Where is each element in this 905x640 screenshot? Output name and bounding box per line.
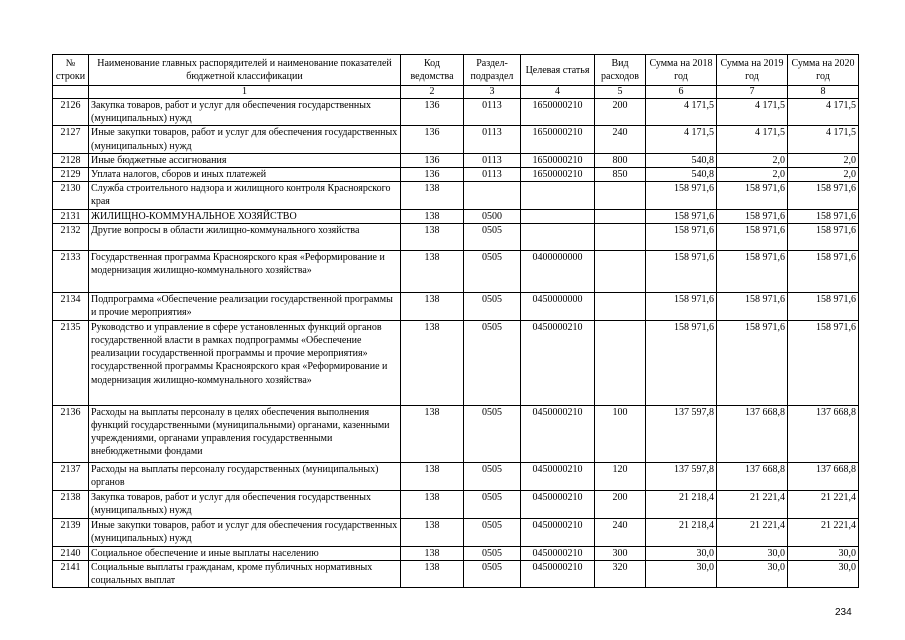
- expense-type-cell: 200: [595, 490, 646, 518]
- row-name-cell: Государственная программа Красноярского края «Реформирование и модернизация жилищно-коммунального хозяйства»: [89, 250, 401, 292]
- table-row: [53, 99, 859, 126]
- sum-2019-cell: 21 221,4: [717, 490, 788, 518]
- department-code-cell: 138: [401, 182, 464, 209]
- column-number: 7: [717, 86, 788, 99]
- row-number-cell: 2132: [53, 223, 89, 250]
- sum-2018-cell: 158 971,6: [646, 223, 717, 250]
- sum-2019-cell: 30,0: [717, 561, 788, 588]
- target-article-cell: 0450000210: [521, 561, 595, 588]
- sum-2018-cell: 137 597,8: [646, 462, 717, 490]
- sum-2020-cell: 137 668,8: [788, 462, 859, 490]
- row-number-cell: 2136: [53, 405, 89, 462]
- section-cell: 0505: [464, 405, 521, 462]
- sum-2018-cell: 158 971,6: [646, 182, 717, 209]
- col-header-row-number: № строки: [53, 55, 89, 86]
- row-name-cell: Руководство и управление в сфере установленных функций органов государственной власти в рамках подпрограммы «Обеспечение реализации государственной программы и прочие мероприятия» государственной программы Красноярского края «Реформирование и модернизация жилищно-коммунального хозяйства»: [89, 320, 401, 405]
- sum-2019-cell: 21 221,4: [717, 518, 788, 546]
- row-number-cell: 2133: [53, 250, 89, 292]
- sum-2018-cell: 4 171,5: [646, 126, 717, 153]
- table-row: [53, 462, 859, 490]
- column-number: 4: [521, 86, 595, 99]
- row-name-cell: Иные закупки товаров, работ и услуг для обеспечения государственных (муниципальных) нужд: [89, 126, 401, 153]
- sum-2018-cell: 540,8: [646, 153, 717, 167]
- department-code-cell: 136: [401, 99, 464, 126]
- row-name-cell: Иные бюджетные ассигнования: [89, 153, 401, 167]
- department-code-cell: 138: [401, 518, 464, 546]
- sum-2019-cell: 158 971,6: [717, 320, 788, 405]
- target-article-cell: 1650000210: [521, 99, 595, 126]
- row-number-cell: 2139: [53, 518, 89, 546]
- sum-2020-cell: 30,0: [788, 546, 859, 560]
- document-page: [52, 54, 858, 588]
- expense-type-cell: [595, 250, 646, 292]
- table-row: [53, 405, 859, 462]
- row-name-cell: Подпрограмма «Обеспечение реализации государственной программы и прочие мероприятия»: [89, 292, 401, 320]
- table-row: [53, 250, 859, 292]
- section-cell: 0505: [464, 320, 521, 405]
- sum-2019-cell: 158 971,6: [717, 182, 788, 209]
- section-cell: 0505: [464, 223, 521, 250]
- column-number-row: [53, 86, 859, 99]
- col-header-expense-type: Вид расходов: [595, 55, 646, 86]
- col-header-department-code: Код ведомства: [401, 55, 464, 86]
- row-number-cell: 2130: [53, 182, 89, 209]
- column-number: 3: [464, 86, 521, 99]
- column-number: 2: [401, 86, 464, 99]
- target-article-cell: 0450000210: [521, 405, 595, 462]
- expense-type-cell: [595, 182, 646, 209]
- department-code-cell: 138: [401, 462, 464, 490]
- department-code-cell: 138: [401, 561, 464, 588]
- expense-type-cell: 800: [595, 153, 646, 167]
- col-header-name: Наименование главных распорядителей и наименование показателей бюджетной классификации: [89, 55, 401, 86]
- column-number: 1: [89, 86, 401, 99]
- department-code-cell: 138: [401, 292, 464, 320]
- target-article-cell: 0400000000: [521, 250, 595, 292]
- expense-type-cell: 320: [595, 561, 646, 588]
- sum-2020-cell: 21 221,4: [788, 490, 859, 518]
- table-row: [53, 223, 859, 250]
- sum-2018-cell: 21 218,4: [646, 490, 717, 518]
- row-number-cell: 2140: [53, 546, 89, 560]
- column-number: 6: [646, 86, 717, 99]
- section-cell: 0113: [464, 126, 521, 153]
- expense-type-cell: 300: [595, 546, 646, 560]
- target-article-cell: [521, 182, 595, 209]
- sum-2020-cell: 4 171,5: [788, 99, 859, 126]
- section-cell: 0113: [464, 99, 521, 126]
- col-header-sum-2020: Сумма на 2020 год: [788, 55, 859, 86]
- sum-2020-cell: 158 971,6: [788, 209, 859, 223]
- col-header-section: Раздел-подраздел: [464, 55, 521, 86]
- sum-2018-cell: 158 971,6: [646, 292, 717, 320]
- target-article-cell: 0450000210: [521, 462, 595, 490]
- row-name-cell: Закупка товаров, работ и услуг для обеспечения государственных (муниципальных) нужд: [89, 99, 401, 126]
- department-code-cell: 136: [401, 153, 464, 167]
- target-article-cell: 1650000210: [521, 153, 595, 167]
- row-number-cell: 2137: [53, 462, 89, 490]
- table-row: [53, 182, 859, 209]
- sum-2020-cell: 158 971,6: [788, 182, 859, 209]
- budget-table: [52, 54, 859, 588]
- sum-2020-cell: 21 221,4: [788, 518, 859, 546]
- expense-type-cell: 100: [595, 405, 646, 462]
- sum-2020-cell: 2,0: [788, 153, 859, 167]
- expense-type-cell: 850: [595, 168, 646, 182]
- table-row: [53, 153, 859, 167]
- sum-2019-cell: 158 971,6: [717, 250, 788, 292]
- section-cell: 0113: [464, 168, 521, 182]
- expense-type-cell: [595, 292, 646, 320]
- sum-2019-cell: 30,0: [717, 546, 788, 560]
- row-name-cell: Социальное обеспечение и иные выплаты населению: [89, 546, 401, 560]
- row-name-cell: Служба строительного надзора и жилищного контроля Красноярского края: [89, 182, 401, 209]
- target-article-cell: 0450000210: [521, 490, 595, 518]
- section-cell: 0505: [464, 518, 521, 546]
- sum-2018-cell: 158 971,6: [646, 320, 717, 405]
- expense-type-cell: [595, 209, 646, 223]
- target-article-cell: [521, 209, 595, 223]
- row-name-cell: Социальные выплаты гражданам, кроме публичных нормативных социальных выплат: [89, 561, 401, 588]
- sum-2019-cell: 4 171,5: [717, 99, 788, 126]
- department-code-cell: 136: [401, 168, 464, 182]
- expense-type-cell: 240: [595, 518, 646, 546]
- sum-2020-cell: 30,0: [788, 561, 859, 588]
- row-name-cell: Иные закупки товаров, работ и услуг для обеспечения государственных (муниципальных) нужд: [89, 518, 401, 546]
- department-code-cell: 136: [401, 126, 464, 153]
- department-code-cell: 138: [401, 250, 464, 292]
- department-code-cell: 138: [401, 546, 464, 560]
- sum-2019-cell: 2,0: [717, 168, 788, 182]
- row-name-cell: Закупка товаров, работ и услуг для обеспечения государственных (муниципальных) нужд: [89, 490, 401, 518]
- sum-2020-cell: 158 971,6: [788, 223, 859, 250]
- expense-type-cell: [595, 320, 646, 405]
- row-number-cell: 2126: [53, 99, 89, 126]
- col-header-target-article: Целевая статья: [521, 55, 595, 86]
- row-number-cell: 2135: [53, 320, 89, 405]
- section-cell: 0500: [464, 209, 521, 223]
- section-cell: 0505: [464, 292, 521, 320]
- sum-2018-cell: 30,0: [646, 546, 717, 560]
- target-article-cell: 0450000210: [521, 518, 595, 546]
- row-name-cell: Уплата налогов, сборов и иных платежей: [89, 168, 401, 182]
- column-number: 5: [595, 86, 646, 99]
- row-number-cell: 2128: [53, 153, 89, 167]
- column-number: [53, 86, 89, 99]
- expense-type-cell: 120: [595, 462, 646, 490]
- col-header-sum-2019: Сумма на 2019 год: [717, 55, 788, 86]
- sum-2020-cell: 137 668,8: [788, 405, 859, 462]
- row-name-cell: ЖИЛИЩНО-КОММУНАЛЬНОЕ ХОЗЯЙСТВО: [89, 209, 401, 223]
- sum-2020-cell: 4 171,5: [788, 126, 859, 153]
- sum-2019-cell: 158 971,6: [717, 209, 788, 223]
- sum-2018-cell: 30,0: [646, 561, 717, 588]
- sum-2020-cell: 158 971,6: [788, 292, 859, 320]
- sum-2018-cell: 4 171,5: [646, 99, 717, 126]
- row-number-cell: 2138: [53, 490, 89, 518]
- sum-2020-cell: 158 971,6: [788, 320, 859, 405]
- page-number: 234: [835, 607, 852, 618]
- row-name-cell: Другие вопросы в области жилищно-коммунального хозяйства: [89, 223, 401, 250]
- table-row: [53, 168, 859, 182]
- row-number-cell: 2141: [53, 561, 89, 588]
- row-name-cell: Расходы на выплаты персоналу в целях обеспечения выполнения функций государственными (муниципальными) органами, казенными учреждениями, органами управления государственными внебюджетными фондами: [89, 405, 401, 462]
- row-number-cell: 2127: [53, 126, 89, 153]
- sum-2019-cell: 2,0: [717, 153, 788, 167]
- sum-2018-cell: 21 218,4: [646, 518, 717, 546]
- table-row: [53, 490, 859, 518]
- table-row: [53, 518, 859, 546]
- sum-2020-cell: 2,0: [788, 168, 859, 182]
- section-cell: 0505: [464, 490, 521, 518]
- column-number: 8: [788, 86, 859, 99]
- department-code-cell: 138: [401, 223, 464, 250]
- table-row: [53, 209, 859, 223]
- target-article-cell: 0450000000: [521, 292, 595, 320]
- target-article-cell: 1650000210: [521, 126, 595, 153]
- sum-2019-cell: 137 668,8: [717, 462, 788, 490]
- sum-2018-cell: 158 971,6: [646, 250, 717, 292]
- row-number-cell: 2134: [53, 292, 89, 320]
- sum-2019-cell: 4 171,5: [717, 126, 788, 153]
- header-row: [53, 55, 859, 86]
- department-code-cell: 138: [401, 405, 464, 462]
- row-number-cell: 2129: [53, 168, 89, 182]
- target-article-cell: 0450000210: [521, 546, 595, 560]
- table-row: [53, 561, 859, 588]
- department-code-cell: 138: [401, 490, 464, 518]
- table-row: [53, 292, 859, 320]
- table-row: [53, 320, 859, 405]
- col-header-sum-2018: Сумма на 2018 год: [646, 55, 717, 86]
- section-cell: [464, 182, 521, 209]
- sum-2020-cell: 158 971,6: [788, 250, 859, 292]
- expense-type-cell: [595, 223, 646, 250]
- section-cell: 0505: [464, 546, 521, 560]
- row-name-cell: Расходы на выплаты персоналу государственных (муниципальных) органов: [89, 462, 401, 490]
- section-cell: 0113: [464, 153, 521, 167]
- target-article-cell: 0450000210: [521, 320, 595, 405]
- sum-2019-cell: 158 971,6: [717, 292, 788, 320]
- target-article-cell: [521, 223, 595, 250]
- sum-2019-cell: 137 668,8: [717, 405, 788, 462]
- sum-2019-cell: 158 971,6: [717, 223, 788, 250]
- sum-2018-cell: 158 971,6: [646, 209, 717, 223]
- table-row: [53, 126, 859, 153]
- expense-type-cell: 240: [595, 126, 646, 153]
- section-cell: 0505: [464, 561, 521, 588]
- department-code-cell: 138: [401, 320, 464, 405]
- sum-2018-cell: 540,8: [646, 168, 717, 182]
- table-row: [53, 546, 859, 560]
- section-cell: 0505: [464, 250, 521, 292]
- department-code-cell: 138: [401, 209, 464, 223]
- sum-2018-cell: 137 597,8: [646, 405, 717, 462]
- target-article-cell: 1650000210: [521, 168, 595, 182]
- row-number-cell: 2131: [53, 209, 89, 223]
- expense-type-cell: 200: [595, 99, 646, 126]
- section-cell: 0505: [464, 462, 521, 490]
